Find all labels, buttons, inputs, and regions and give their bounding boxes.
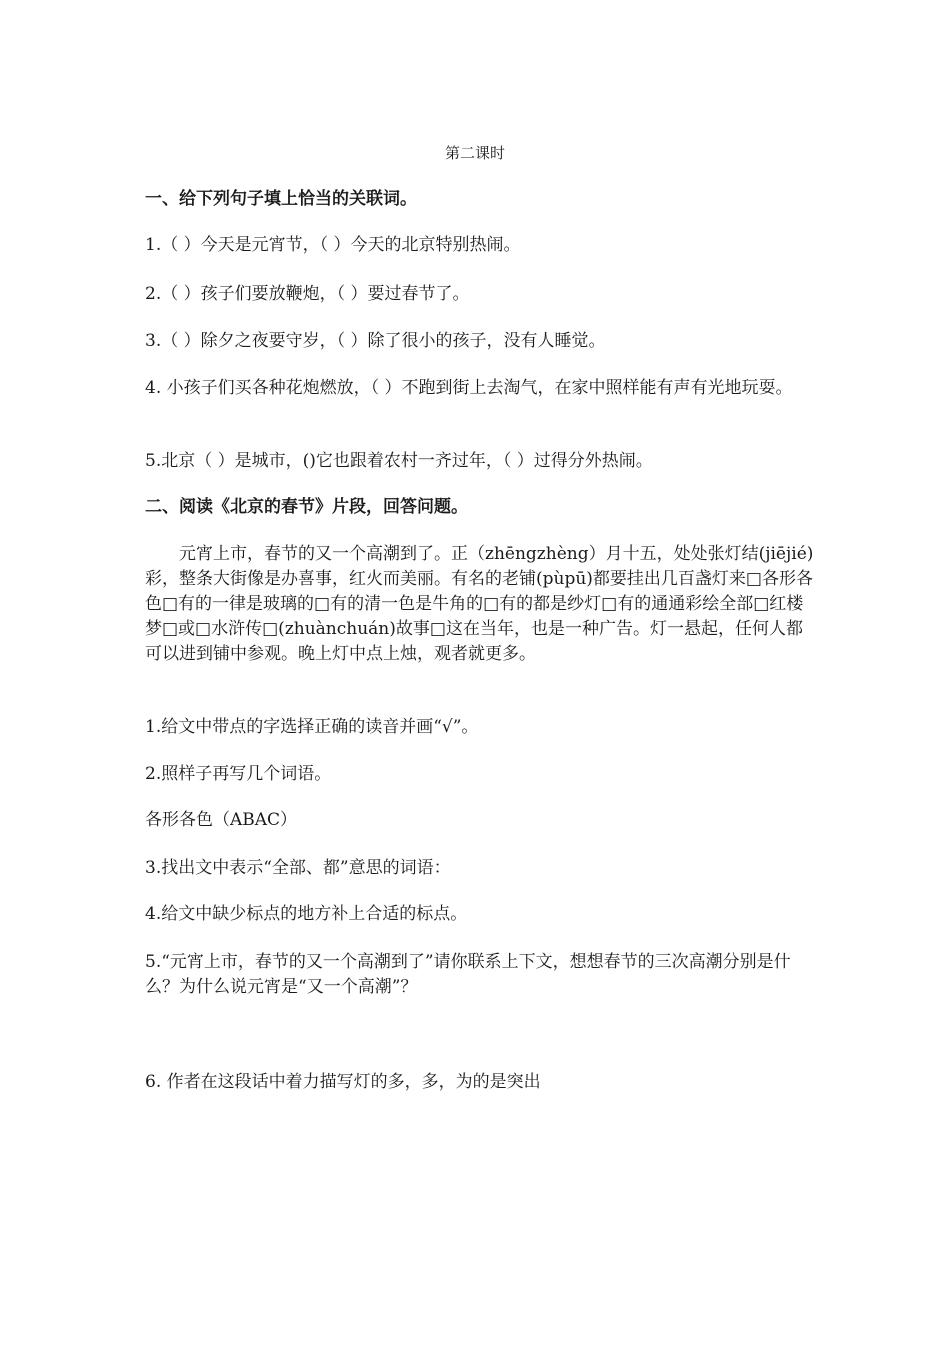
question-4: 4.给文中缺少标点的地方补上合适的标点。	[145, 904, 468, 924]
section1-item-3: 3.（ ）除夕之夜要守岁，（ ）除了很小的孩子，没有人睡觉。	[145, 331, 606, 351]
section1-item-5: 5.北京（ ）是城市，()它也跟着农村一齐过年，（ ）过得分外热闹。	[145, 451, 653, 471]
lesson-title: 第二课时	[444, 144, 505, 162]
reading-passage: 元宵上市，春节的又一个高潮到了。正（zhēngzhèng）月十五，处处张灯结(jiējié)彩，整条大街像是办喜事，红火而美丽。有名的老铺(pùpū)都要挂出几百盏灯来□各形各色□有的一律是玻璃的□有的清一色是牛角的□有的都是纱灯□有的通通彩绘全部□红楼梦□或□水浒传□(zhuànchuán)故事□这在当年，也是一种广告。灯一悬起，任何人都可以进到铺中参观。晚上灯中点上烛，观者就更多。	[145, 544, 814, 664]
question-2-example: 各形各色（ABAC）	[145, 810, 298, 830]
question-5: 5.“元宵上市，春节的又一个高潮到了”请你联系上下文，想想春节的三次高潮分别是什么？为什么说元宵是“又一个高潮”？	[145, 952, 791, 997]
section1-item-2: 2.（ ）孩子们要放鞭炮，（ ）要过春节了。	[145, 284, 470, 304]
section2-heading: 二、阅读《北京的春节》片段，回答问题。	[145, 497, 468, 517]
question-3: 3.找出文中表示“全部、都”意思的词语：	[145, 858, 451, 878]
section1-item-4: 4. 小孩子们买各种花炮燃放，（ ）不跑到街上去淘气，在家中照样能有声有光地玩耍。	[145, 378, 793, 398]
section1-heading: 一、给下列句子填上恰当的关联词。	[145, 189, 417, 209]
question-1: 1.给文中带点的字选择正确的读音并画“√”。	[145, 717, 479, 737]
section1-item-1: 1.（ ）今天是元宵节，（ ）今天的北京特别热闹。	[145, 235, 521, 255]
question-6: 6. 作者在这段话中着力描写灯的多，多，为的是突出	[145, 1072, 541, 1092]
question-2: 2.照样子再写几个词语。	[145, 764, 332, 784]
